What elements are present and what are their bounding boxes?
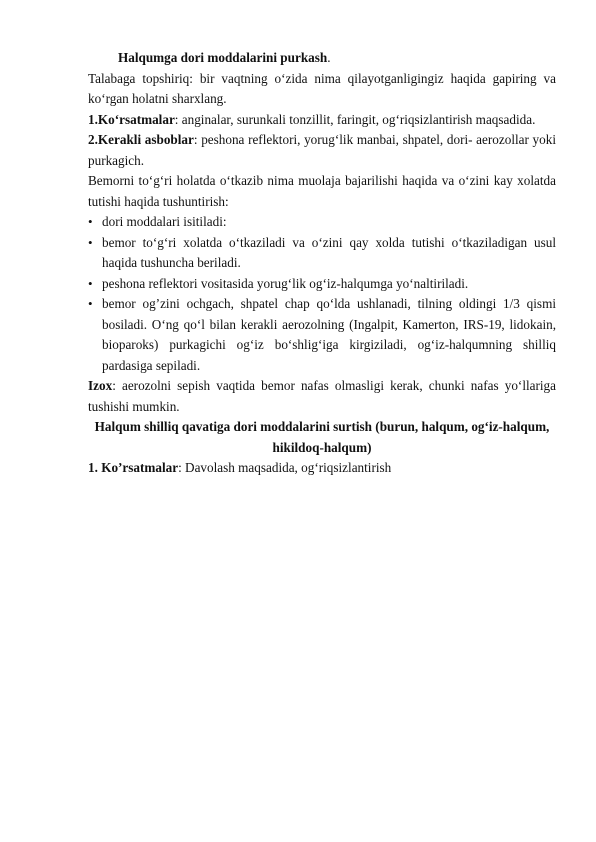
step-text: bemor to‘g‘ri xolatda o‘tkaziladi va o‘zini qay xolda tutishi o‘tkaziladigan usul haqida tushuncha beriladi.: [102, 234, 556, 270]
list-item: [88, 212, 556, 233]
document-body: [88, 48, 556, 479]
procedure-steps-list: [88, 212, 556, 376]
note-text: : aerozolni sepish vaqtida bemor nafas olmasligi kerak, chunki nafas yo‘llariga tushishi mumkin.: [88, 378, 556, 414]
bullet-icon: •: [88, 296, 93, 311]
equipment-paragraph: [88, 130, 556, 171]
procedure-intro: Bemorni to‘g‘ri holatda o‘tkazib nima muolaja bajarilishi haqida va o‘zini kay xolatda tutishi haqida tushuntirish:: [88, 173, 556, 209]
list-item: [88, 294, 556, 376]
list-item: [88, 233, 556, 274]
step-text: dori moddalari isitiladi:: [102, 214, 227, 229]
section-heading-spraying: [88, 48, 556, 69]
bullet-icon: •: [88, 275, 93, 291]
note-paragraph: [88, 376, 556, 417]
indications-text: : anginalar, surunkali tonzillit, faringit, og‘riqsizlantirish maqsadida.: [174, 111, 536, 127]
equipment-text: : peshona reflektori, yorug‘lik manbai, shpatel, dori- aerozollar yoki purkagich.: [88, 132, 556, 168]
heading-period: .: [327, 50, 331, 65]
note-label: Izox: [88, 378, 113, 393]
bullet-icon: •: [88, 234, 93, 250]
section-heading-applying: Halqum shilliq qavatiga dori moddalarini surtish (burun, halqum, og‘iz-halqum, hikildoq-halqum): [94, 419, 550, 455]
step-text: peshona reflektori vositasida yorug‘lik og‘iz-halqumga yo‘naltiriladi.: [102, 275, 469, 291]
task-paragraph: Talabaga topshiriq: bir vaqtning o‘zida nima qilayotganligingiz haqida gapiring va ko‘rgan holatni sharxlang.: [88, 70, 556, 106]
heading-title: Halqumga dori moddalarini purkash: [118, 50, 328, 65]
indications-paragraph: [88, 110, 556, 131]
bullet-icon: •: [88, 214, 93, 229]
indications2-text: : Davolash maqsadida, og‘riqsizlantirish: [178, 460, 392, 475]
indications2-paragraph: [88, 458, 556, 479]
list-item: [88, 274, 556, 295]
indications-label: 1.Ko‘rsatmalar: [88, 111, 175, 127]
step-text: bemor og’zini ochgach, shpatel chap qo‘lda ushlanadi, tilning oldingi 1/3 qismi bosiladi. O‘ng qo‘l bilan kerakli aerozolning (Ingalpit, Kamerton, IRS-19, lidokain, bioparoks) purkagichi og‘iz bo‘shlig‘iga kirgiziladi, og‘iz-halqumning shilliq pardasiga sepiladi.: [102, 296, 556, 373]
indications2-label: 1. Ko’rsatmalar: [88, 460, 179, 475]
equipment-label: 2.Kerakli asboblar: [88, 132, 194, 147]
